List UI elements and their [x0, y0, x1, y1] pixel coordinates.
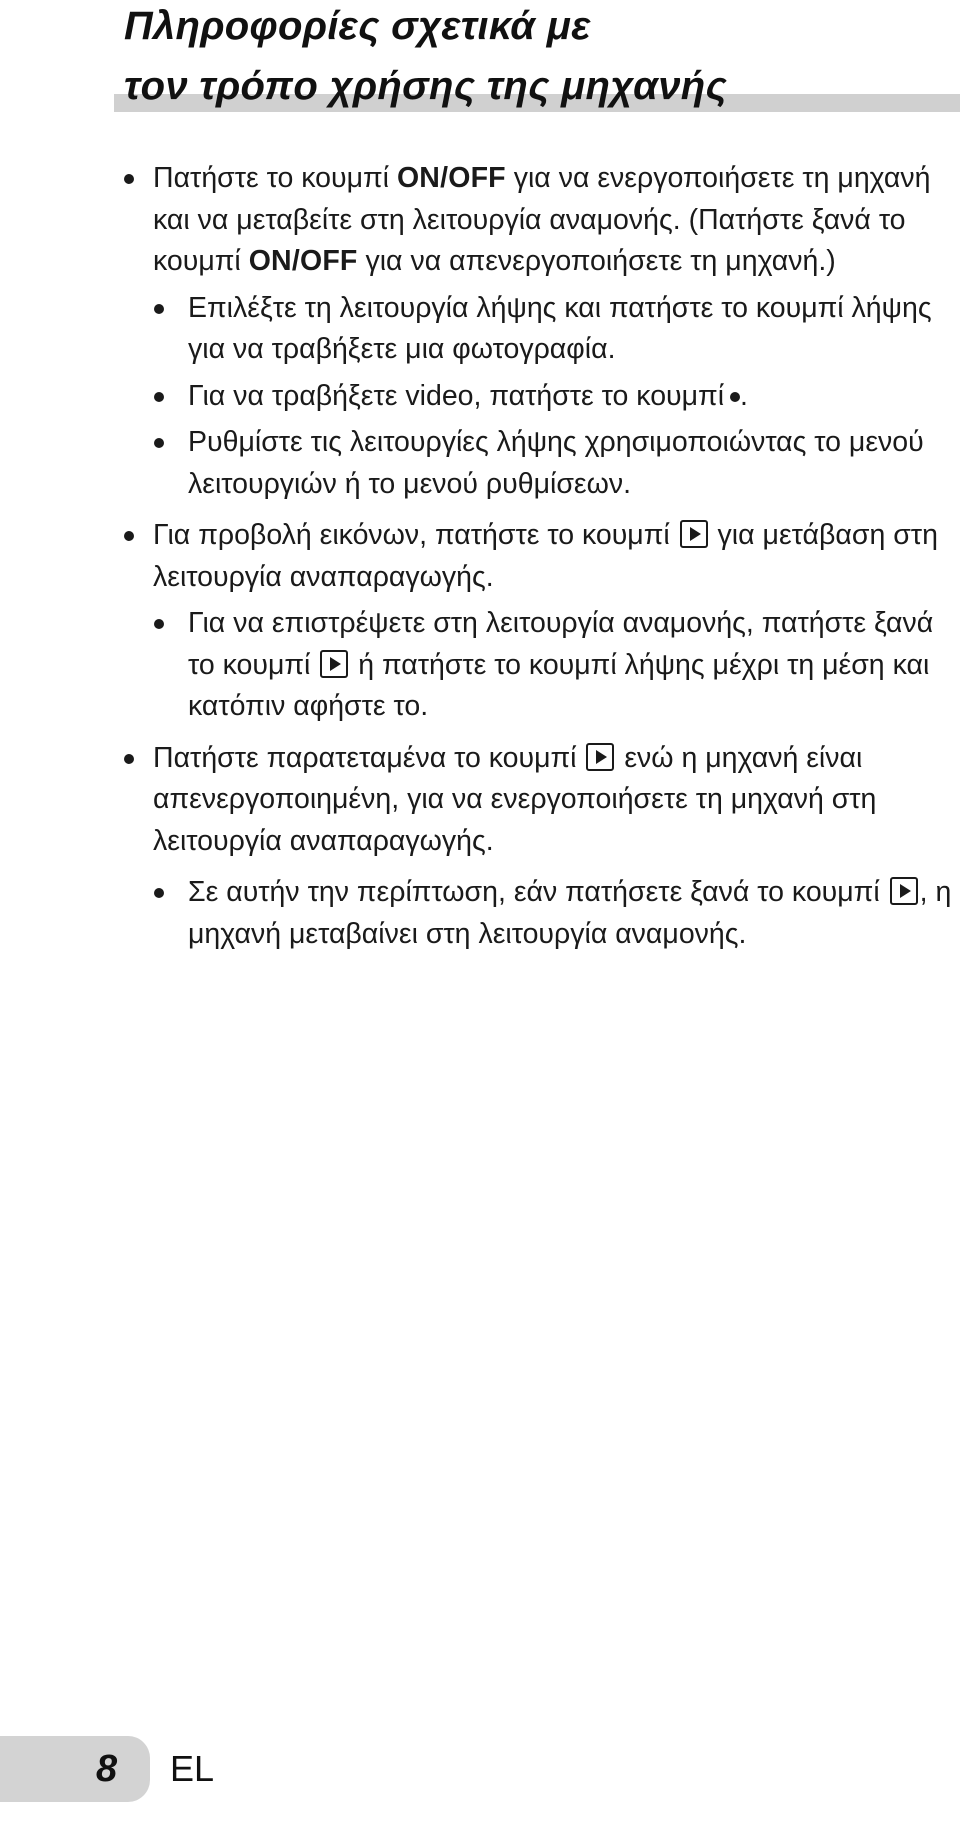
page-title-line-1: Πληροφορίες σχετικά με	[124, 4, 591, 48]
bullet-icon	[154, 619, 164, 629]
playback-button-icon	[890, 877, 918, 905]
item-text: Για προβολή εικόνων, πατήστε το κουμπί	[153, 519, 678, 551]
list-item-return-standby	[0, 603, 960, 728]
bullet-icon	[124, 174, 134, 184]
bullet-icon	[124, 531, 134, 541]
item-text: Ρυθμίστε τις λειτουργίες λήψης χρησιμοποιώντας το μενού λειτουργιών ή το μενού ρυθμίσεων.	[188, 426, 924, 500]
page-title-line-2: τον τρόπο χρήσης της μηχανής	[124, 64, 728, 108]
item-text: Επιλέξτε τη λειτουργία λήψης και πατήστε το κουμπί λήψης για να τραβήξετε μια φωτογραφία.	[188, 291, 932, 365]
on-off-button-label: ON/OFF	[396, 162, 506, 194]
on-off-button-label: ON/OFF	[248, 245, 358, 277]
item-text: για μετάβαση στη λειτουργία αναπαραγωγής.	[153, 519, 938, 593]
language-code: EL	[170, 1748, 215, 1789]
page-number: 8	[96, 1748, 118, 1790]
bullet-icon	[154, 888, 164, 898]
list-item-power-on	[0, 158, 960, 283]
instruction-list	[0, 158, 960, 955]
item-text: ενώ η μηχανή είναι απενεργοποιημένη, για να ενεργοποιήσετε τη μηχανή στη λειτουργία αναπαραγωγής.	[153, 741, 877, 857]
bullet-icon	[154, 438, 164, 448]
item-text: Πατήστε παρατεταμένα το κουμπί	[153, 741, 585, 774]
item-text: Σε αυτήν την περίπτωση, εάν πατήσετε ξανά το κουμπί	[188, 876, 888, 908]
item-text: Για να τραβήξετε video, πατήστε το κουμπί	[188, 379, 725, 412]
list-item-shooting-mode	[0, 288, 960, 371]
movie-record-button-icon	[730, 392, 740, 402]
list-item-view-images	[0, 515, 960, 598]
item-text: Πατήστε το κουμπί	[153, 162, 397, 194]
item-text: .	[740, 379, 748, 412]
bullet-icon	[154, 392, 164, 402]
playback-button-icon	[320, 650, 348, 678]
page-heading	[0, 0, 960, 120]
list-item-video	[0, 376, 960, 418]
list-item-press-again	[0, 872, 960, 955]
bullet-icon	[154, 304, 164, 314]
list-item-hold-playback	[0, 738, 960, 863]
item-text: ή πατήστε το κουμπί λήψης μέχρι τη μέση και κατόπιν αφήστε το.	[188, 648, 930, 722]
list-item-shooting-settings	[0, 422, 960, 505]
item-text: για να απενεργοποιήσετε τη μηχανή.)	[357, 245, 836, 277]
item-text: Για να επιστρέψετε στη λειτουργία αναμονής, πατήστε ξανά το κουμπί	[188, 607, 934, 681]
playback-button-icon	[586, 743, 614, 771]
page-number-tab	[0, 1736, 150, 1802]
bullet-icon	[124, 754, 134, 764]
item-text: για να ενεργοποιήσετε τη μηχανή και να μεταβείτε στη λειτουργία αναμονής. (Πατήστε ξανά το κουμπί	[153, 162, 931, 277]
playback-button-icon	[680, 520, 708, 548]
item-text: , η μηχανή μεταβαίνει στη λειτουργία αναμονής.	[188, 876, 952, 950]
